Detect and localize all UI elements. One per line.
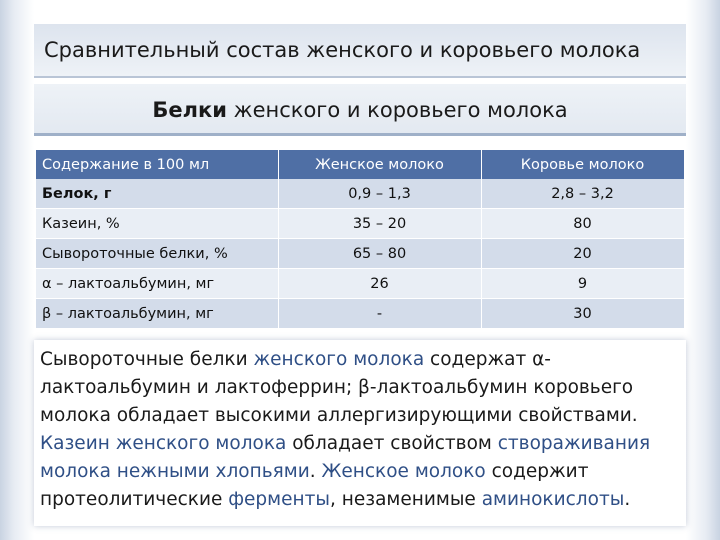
women-value: 0,9 – 1,3 xyxy=(278,179,481,209)
women-value: 26 xyxy=(278,269,481,299)
cow-value: 80 xyxy=(481,209,684,239)
para-text: . xyxy=(624,489,631,510)
para-highlight: Женское молоко xyxy=(321,461,486,482)
para-text: содержат α-лактоальбумин и лактоферрин; β-лактоальбумин коровьего молока обладает высокими аллергизирующими свойствами. xyxy=(40,349,638,426)
women-value: 35 – 20 xyxy=(278,209,481,239)
table-header-row xyxy=(36,150,684,179)
para-highlight: аминокислоты xyxy=(481,489,625,510)
row-label: α – лактоальбумин, мг xyxy=(36,269,278,299)
subtitle-bold: Белки xyxy=(152,98,227,122)
table-row xyxy=(36,239,684,269)
header-content: Содержание в 100 мл xyxy=(36,150,278,179)
row-label: Сывороточные белки, % xyxy=(36,239,278,269)
para-highlight: створаживания молока нежными хлопьями xyxy=(40,433,651,482)
table-row xyxy=(36,179,684,209)
header-cow-milk: Коровье молоко xyxy=(481,150,684,179)
cow-value: 9 xyxy=(481,269,684,299)
header-women-milk: Женское молоко xyxy=(278,150,481,179)
para-text: . xyxy=(309,461,322,482)
description-paragraph xyxy=(40,346,680,514)
slide-title: Сравнительный состав женского и коровьего молока xyxy=(44,38,641,62)
cow-value: 30 xyxy=(481,299,684,329)
para-highlight: Казеин женского молока xyxy=(40,433,287,454)
table-row xyxy=(36,269,684,299)
para-highlight: ферменты xyxy=(228,489,330,510)
para-text: , незаменимые xyxy=(330,489,482,510)
para-text: содержит протеолитические xyxy=(40,461,589,510)
para-text: обладает свойством xyxy=(286,433,498,454)
women-value: 65 – 80 xyxy=(278,239,481,269)
row-label: Казеин, % xyxy=(36,209,278,239)
row-label: Белок, г xyxy=(36,179,278,209)
table-row xyxy=(36,209,684,239)
protein-comparison-table xyxy=(36,150,685,329)
subtitle-rest: женского и коровьего молока xyxy=(226,98,568,122)
para-highlight: женского молока xyxy=(253,349,425,370)
para-text: Сывороточные белки xyxy=(40,349,254,370)
cow-value: 2,8 – 3,2 xyxy=(481,179,684,209)
table-row xyxy=(36,299,684,329)
slide-subtitle xyxy=(34,98,686,122)
cow-value: 20 xyxy=(481,239,684,269)
row-label: β – лактоальбумин, мг xyxy=(36,299,278,329)
women-value: - xyxy=(278,299,481,329)
